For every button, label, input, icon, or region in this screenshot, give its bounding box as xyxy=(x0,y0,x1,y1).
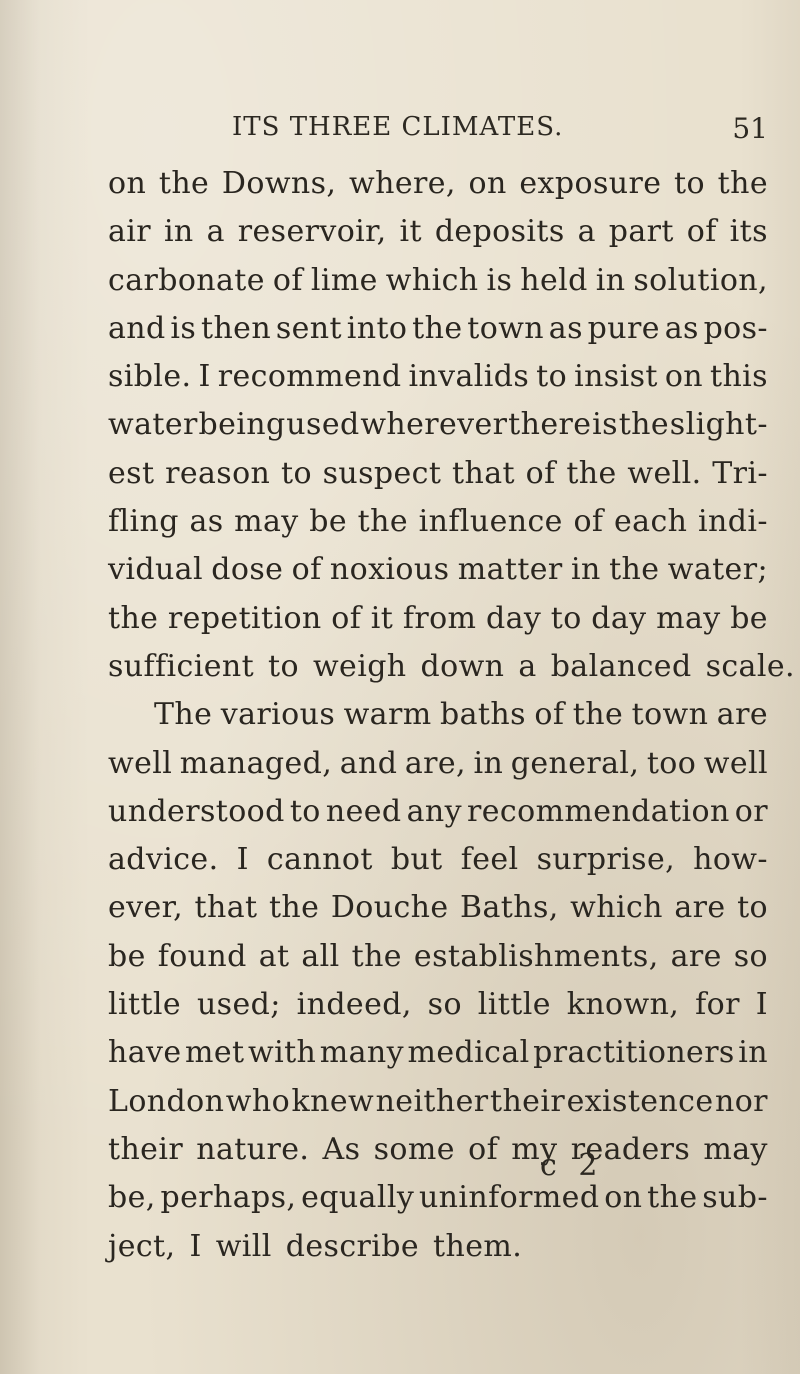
word: are xyxy=(716,697,768,733)
word: slight- xyxy=(669,407,768,443)
word: ever, xyxy=(108,890,184,926)
word: I xyxy=(198,359,211,395)
word: used xyxy=(286,407,360,443)
word: baths xyxy=(440,697,526,733)
word: is xyxy=(170,310,197,346)
word: as xyxy=(664,310,699,346)
word: may xyxy=(656,600,721,636)
word: as xyxy=(548,310,583,346)
word: may xyxy=(703,1131,768,1167)
word: invalids xyxy=(408,359,530,395)
word: est xyxy=(108,455,155,491)
word: from xyxy=(402,600,477,636)
word: air xyxy=(108,214,152,250)
text-line xyxy=(108,1029,768,1077)
text-line xyxy=(108,546,768,594)
word: into xyxy=(346,310,408,346)
word: them. xyxy=(433,1228,523,1264)
word: reason xyxy=(165,455,271,491)
word: some xyxy=(373,1131,455,1167)
text-line xyxy=(108,208,768,256)
word: there xyxy=(508,407,592,443)
word: nor xyxy=(715,1083,768,1119)
word: down xyxy=(420,648,505,684)
word: pos- xyxy=(703,310,768,346)
word: day xyxy=(591,600,647,636)
word: to xyxy=(674,166,705,201)
word: repetition xyxy=(167,600,322,636)
word: but xyxy=(390,842,443,878)
text-line xyxy=(108,1223,768,1271)
word: that xyxy=(194,890,258,926)
word: ject, xyxy=(108,1228,176,1264)
word: of xyxy=(272,262,303,298)
word: it xyxy=(399,214,422,250)
word: it xyxy=(370,600,394,636)
word: be xyxy=(309,504,348,540)
word: or xyxy=(734,793,768,829)
word: how- xyxy=(693,842,768,878)
word: are xyxy=(670,938,722,974)
text-line xyxy=(108,401,768,449)
word: a xyxy=(518,648,537,684)
word: scale. xyxy=(705,648,795,684)
word: where, xyxy=(349,166,456,201)
word: to xyxy=(289,793,321,829)
word: of xyxy=(573,504,604,540)
word: as xyxy=(189,504,224,540)
word: with xyxy=(248,1035,317,1071)
word: the xyxy=(412,310,463,346)
text-line xyxy=(108,788,768,836)
text-line xyxy=(108,836,768,884)
word: met xyxy=(185,1035,245,1071)
word: water xyxy=(108,407,198,443)
word: suspect xyxy=(322,455,442,491)
word: so xyxy=(427,987,462,1023)
word: little xyxy=(477,987,551,1023)
word: the xyxy=(158,166,210,201)
text-line xyxy=(108,498,768,546)
word: describe xyxy=(285,1228,420,1264)
word: and xyxy=(339,745,398,781)
word: in xyxy=(163,214,194,250)
word: cannot xyxy=(266,842,373,878)
word: sible. xyxy=(108,359,192,395)
word: held xyxy=(520,262,588,298)
word: reservoir, xyxy=(237,214,387,250)
word: part xyxy=(608,214,674,250)
text-line xyxy=(108,1126,768,1174)
word: deposits xyxy=(434,214,565,250)
word: in xyxy=(595,262,626,298)
word: my xyxy=(511,1131,558,1167)
word: of xyxy=(291,552,322,588)
word: feel xyxy=(460,842,519,878)
word: on xyxy=(664,359,704,395)
word: uninformed xyxy=(418,1180,600,1216)
text-line xyxy=(108,884,768,932)
text-line xyxy=(108,595,768,643)
word: so xyxy=(733,938,768,974)
word: too xyxy=(646,745,697,781)
word: a xyxy=(206,214,225,250)
word: insist xyxy=(574,359,658,395)
word: well. xyxy=(627,455,702,491)
word: equally xyxy=(301,1180,415,1216)
word: balanced xyxy=(550,648,692,684)
word: influence xyxy=(418,504,563,540)
word: to xyxy=(280,455,312,491)
word: the xyxy=(717,166,768,201)
word: of xyxy=(686,214,717,250)
word: Douche xyxy=(330,890,449,926)
word: indeed, xyxy=(296,987,412,1023)
word: recommend xyxy=(217,359,402,395)
word: town xyxy=(467,310,545,346)
word: matter xyxy=(457,552,563,588)
word: will xyxy=(215,1228,272,1264)
word: a xyxy=(577,214,596,250)
word: have xyxy=(108,1035,182,1071)
word: need xyxy=(325,793,402,829)
word: the xyxy=(357,504,409,540)
word: day xyxy=(485,600,542,636)
text-line xyxy=(108,1174,768,1222)
word: lime xyxy=(310,262,378,298)
word: town xyxy=(631,697,709,733)
word: vidual xyxy=(108,552,203,588)
word: As xyxy=(322,1131,361,1167)
word: of xyxy=(468,1131,499,1167)
text-line xyxy=(108,305,768,353)
running-head xyxy=(232,112,768,148)
word: this xyxy=(710,359,768,395)
word: sent xyxy=(275,310,342,346)
body-text xyxy=(108,160,795,1271)
word: their xyxy=(490,1083,566,1119)
word: the xyxy=(647,1180,698,1216)
word: of xyxy=(534,697,565,733)
text-line xyxy=(108,450,768,498)
word: for xyxy=(695,987,740,1023)
word: the xyxy=(572,697,624,733)
word: used; xyxy=(196,987,281,1023)
word: readers xyxy=(570,1131,691,1167)
word: carbonate xyxy=(108,262,265,298)
word: well xyxy=(108,745,173,781)
word: pure xyxy=(587,310,660,346)
word: on xyxy=(108,166,147,201)
word: I xyxy=(755,987,768,1023)
word: may xyxy=(234,504,299,540)
word: perhaps, xyxy=(160,1180,297,1216)
word: general, xyxy=(510,745,640,781)
word: the xyxy=(618,407,670,443)
word: various xyxy=(220,697,336,733)
word: Baths, xyxy=(460,890,559,926)
word: the xyxy=(351,938,402,974)
word: to xyxy=(536,359,568,395)
word: to xyxy=(550,600,582,636)
text-line xyxy=(108,353,768,401)
word: any xyxy=(406,793,462,829)
word: water; xyxy=(667,552,768,588)
word: be xyxy=(730,600,768,636)
word: surprise, xyxy=(536,842,676,878)
word: who xyxy=(225,1083,291,1119)
word: sufficient xyxy=(108,648,255,684)
word: noxious xyxy=(329,552,450,588)
running-title: ITS THREE CLIMATES. xyxy=(232,112,564,142)
page-number: 51 xyxy=(732,112,768,145)
word: each xyxy=(614,504,688,540)
word: exposure xyxy=(519,166,662,201)
word: solution, xyxy=(633,262,768,298)
word: the xyxy=(108,600,159,636)
word: establishments, xyxy=(413,938,659,974)
word: London xyxy=(108,1083,225,1119)
word: The xyxy=(154,697,213,733)
word: that xyxy=(452,455,515,491)
text-line xyxy=(108,933,768,981)
text-line xyxy=(108,981,768,1029)
word: then xyxy=(200,310,272,346)
word: on xyxy=(468,166,507,201)
word: understood xyxy=(108,793,285,829)
word: be xyxy=(108,938,146,974)
word: to xyxy=(268,648,299,684)
word: at xyxy=(258,938,290,974)
word: wherever xyxy=(360,407,508,443)
word: managed, xyxy=(179,745,333,781)
word: Downs, xyxy=(221,166,337,201)
text-line xyxy=(108,257,768,305)
word: indi- xyxy=(698,504,768,540)
word: dose xyxy=(211,552,284,588)
text-line xyxy=(108,160,768,208)
word: which xyxy=(570,890,663,926)
word: being xyxy=(198,407,286,443)
word: Tri- xyxy=(712,455,768,491)
word: which xyxy=(385,262,479,298)
word: knew xyxy=(291,1083,375,1119)
word: the xyxy=(268,890,320,926)
word: existence xyxy=(566,1083,714,1119)
signature-mark: c 2 xyxy=(540,1148,604,1183)
word: in xyxy=(738,1035,768,1071)
word: advice. xyxy=(108,842,219,878)
text-line xyxy=(108,691,768,739)
word: I xyxy=(189,1228,202,1264)
word: little xyxy=(108,987,182,1023)
word: all xyxy=(301,938,340,974)
word: to xyxy=(737,890,768,926)
text-line xyxy=(108,740,768,788)
word: of xyxy=(331,600,362,636)
word: nature. xyxy=(196,1131,310,1167)
word: known, xyxy=(566,987,680,1023)
word: weigh xyxy=(312,648,407,684)
word: recommendation xyxy=(467,793,730,829)
word: sub- xyxy=(702,1180,768,1216)
word: are, xyxy=(404,745,466,781)
text-line xyxy=(108,1078,768,1126)
word: medical xyxy=(407,1035,530,1071)
word: in xyxy=(571,552,601,588)
word: be, xyxy=(108,1180,156,1216)
word: neither xyxy=(375,1083,489,1119)
word: the xyxy=(566,455,617,491)
word: warm xyxy=(343,697,432,733)
word: found xyxy=(157,938,247,974)
word: their xyxy=(108,1131,184,1167)
word: in xyxy=(473,745,504,781)
word: of xyxy=(525,455,556,491)
word: and xyxy=(108,310,166,346)
word: well xyxy=(703,745,768,781)
word: practitioners xyxy=(533,1035,735,1071)
word: I xyxy=(236,842,249,878)
word: are xyxy=(674,890,726,926)
word: on xyxy=(604,1180,643,1216)
word: its xyxy=(729,214,768,250)
word: many xyxy=(319,1035,404,1071)
word: is xyxy=(486,262,513,298)
text-line xyxy=(108,643,795,691)
word: fling xyxy=(108,504,179,540)
word: the xyxy=(609,552,660,588)
word: is xyxy=(592,407,618,443)
